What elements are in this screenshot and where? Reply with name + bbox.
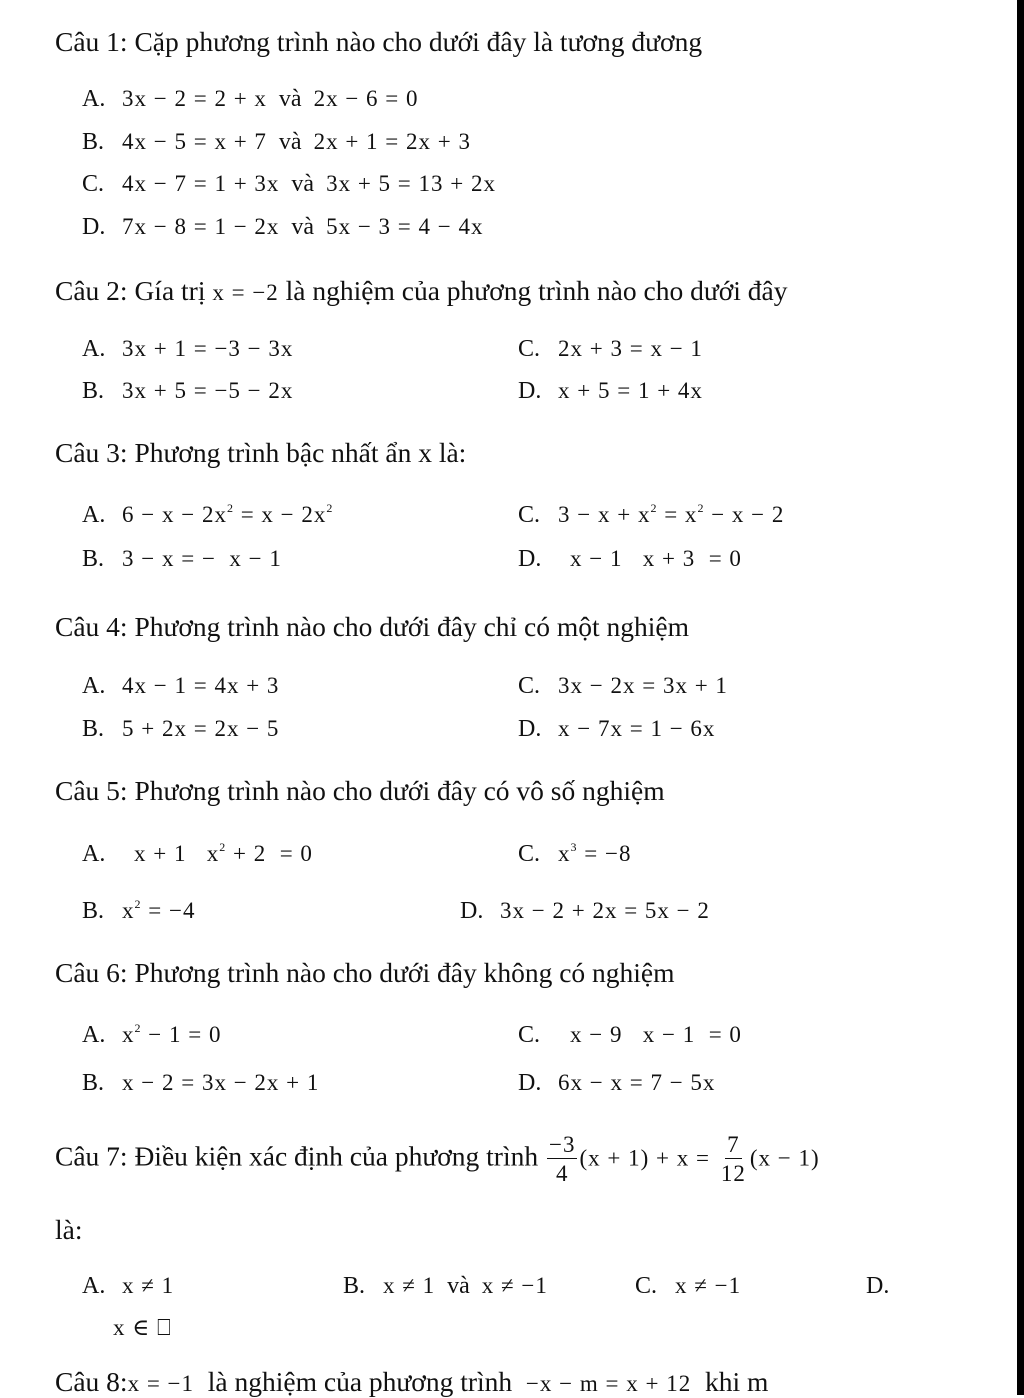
option-label: A. (82, 841, 106, 867)
q8-stem (55, 1366, 768, 1398)
q1-option-a[interactable] (82, 86, 419, 113)
q1-option-b[interactable] (82, 129, 471, 156)
equation: 2x + 3 = x − 1 (558, 336, 703, 361)
equation: x + 1 $x^2 + 2 = 0$ (134, 840, 313, 866)
fraction: $\frac{7}{12}$ (720, 1132, 746, 1187)
stem-text: là nghiệm của phương trình (207, 1366, 513, 1397)
option-label: C. (518, 1022, 541, 1048)
option-label: A. (82, 336, 106, 362)
conjunction: và (447, 1273, 470, 1299)
equation: 5x − 3 = 4 − 4x (326, 214, 484, 239)
option-label: C. (82, 171, 105, 197)
option-label: B. (82, 898, 105, 924)
equation: x ≠ −1 (481, 1273, 548, 1298)
option-label: B. (82, 716, 105, 742)
q7-option-d-value (113, 1315, 172, 1342)
q5-option-d[interactable] (460, 898, 710, 925)
stem-math: (x + 1) + x = (579, 1145, 710, 1171)
equation: 7x − 8 = 1 − 2x (122, 214, 280, 239)
q2-option-b[interactable] (82, 378, 293, 405)
stem-math: (x − 1) (749, 1145, 820, 1171)
equation: 2x + 1 = 2x + 3 (313, 129, 471, 154)
equation: 5 + 2x = 2x − 5 (122, 716, 280, 741)
q4-option-d[interactable] (518, 716, 715, 743)
equation: 3x + 5 = −5 − 2x (122, 378, 294, 403)
option-label: C. (518, 336, 541, 362)
q1-option-c[interactable] (82, 171, 496, 198)
q1-option-d[interactable] (82, 214, 484, 241)
conjunction: và (291, 214, 315, 240)
equation: $x^2 - 1 = 0$ (122, 1021, 222, 1047)
equation: 4x − 7 = 1 + 3x (122, 171, 280, 196)
option-label: A. (82, 673, 106, 699)
q2-option-d[interactable] (518, 378, 703, 405)
equation: x − 7x = 1 − 6x (558, 716, 716, 741)
equation: 4x − 5 = x + 7 (122, 129, 267, 154)
equation: 3x − 2x = 3x + 1 (558, 673, 728, 698)
option-label: A. (82, 86, 106, 112)
equation: x − 1 x + 3 = 0 (570, 546, 742, 571)
stem-math: x = −2 (212, 280, 279, 305)
q7-option-d[interactable] (866, 1273, 889, 1300)
stem-text: khi m (704, 1366, 769, 1397)
option-label: C. (635, 1273, 658, 1299)
option-label: B. (82, 129, 105, 155)
q7-option-a[interactable] (82, 1273, 174, 1300)
q3-option-c[interactable] (518, 502, 784, 529)
q7-stem-continuation: là: (55, 1214, 83, 1245)
q2-option-a[interactable] (82, 336, 293, 363)
q6-option-d[interactable] (518, 1070, 715, 1097)
option-label: D. (518, 546, 542, 572)
stem-math: x = −1 (127, 1371, 195, 1396)
q5-option-c[interactable] (518, 841, 631, 868)
equation: x ∈ ⎕ (113, 1315, 172, 1340)
q4-option-a[interactable] (82, 673, 279, 700)
option-label: D. (866, 1273, 890, 1299)
equation: x ≠ 1 (122, 1273, 175, 1298)
option-label: A. (82, 502, 106, 528)
equation: $x^3 = -8$ (558, 840, 632, 866)
stem-text: là nghiệm của phương trình nào cho dưới đây (285, 275, 788, 306)
q5-option-b[interactable] (82, 898, 195, 925)
equation: 3x − 2 = 2 + x (122, 86, 267, 111)
option-label: B. (82, 546, 105, 572)
equation: $x^2 = -4$ (122, 897, 196, 923)
q3-option-d[interactable] (518, 546, 742, 573)
option-label: B. (82, 1070, 105, 1096)
stem-math: −x − m = x + 12 (525, 1371, 692, 1396)
equation: $6 - x - 2x^2 = x - 2x^2$ (122, 501, 334, 527)
equation: 4x − 1 = 4x + 3 (122, 673, 280, 698)
option-label: C. (518, 841, 541, 867)
option-label: A. (82, 1022, 106, 1048)
q2-option-c[interactable] (518, 336, 703, 363)
conjunction: và (278, 129, 302, 155)
q3-stem: Câu 3: Phương trình bậc nhất ẩn x là: (55, 437, 467, 468)
equation: 2x − 6 = 0 (313, 86, 419, 111)
conjunction: và (291, 171, 315, 197)
q6-option-b[interactable] (82, 1070, 319, 1097)
q6-option-c[interactable] (518, 1022, 742, 1049)
q6-option-a[interactable] (82, 1022, 221, 1049)
conjunction: và (278, 86, 302, 112)
q7-option-c[interactable] (635, 1273, 741, 1300)
q3-option-a[interactable] (82, 502, 333, 529)
equation: 3x + 1 = −3 − 3x (122, 336, 294, 361)
option-label: D. (518, 1070, 542, 1096)
q5-stem: Câu 5: Phương trình nào cho dưới đây có vô số nghiệm (55, 775, 665, 806)
equation: x − 2 = 3x − 2x + 1 (122, 1070, 320, 1095)
q3-option-b[interactable] (82, 546, 282, 573)
fraction: $\frac{-3}{4}$ (548, 1132, 576, 1187)
equation: 6x − x = 7 − 5x (558, 1070, 716, 1095)
equation: x + 5 = 1 + 4x (558, 378, 703, 403)
q1-stem: Câu 1: Cặp phương trình nào cho dưới đây là tương đương (55, 26, 703, 57)
page-edge-bar (1017, 0, 1024, 1395)
q4-option-c[interactable] (518, 673, 728, 700)
stem-text: Câu 8: (55, 1366, 128, 1397)
q7-stem (55, 1132, 820, 1187)
equation: x ≠ 1 (383, 1273, 436, 1298)
q7-option-b[interactable] (343, 1273, 548, 1300)
option-label: B. (82, 378, 105, 404)
option-label: C. (518, 673, 541, 699)
equation: 3 − x = − x − 1 (122, 546, 282, 571)
stem-text: Câu 7: Điều kiện xác định của phương trình (55, 1140, 539, 1172)
option-label: D. (518, 378, 542, 404)
option-label: B. (343, 1273, 366, 1299)
q5-option-a[interactable] (82, 841, 313, 868)
equation: 3x − 2 + 2x = 5x − 2 (500, 898, 710, 923)
option-label: A. (82, 1273, 106, 1299)
stem-text: Câu 2: Gía trị (55, 275, 206, 306)
q4-option-b[interactable] (82, 716, 279, 743)
equation: x ≠ −1 (675, 1273, 742, 1298)
equation: x − 9 x − 1 = 0 (570, 1022, 742, 1047)
option-label: D. (82, 214, 106, 240)
equation: 3x + 5 = 13 + 2x (326, 171, 496, 196)
option-label: D. (460, 898, 484, 924)
option-label: C. (518, 502, 541, 528)
option-label: D. (518, 716, 542, 742)
q4-stem: Câu 4: Phương trình nào cho dưới đây chỉ có một nghiệm (55, 611, 690, 642)
q6-stem: Câu 6: Phương trình nào cho dưới đây không có nghiệm (55, 957, 675, 988)
q2-stem (55, 275, 788, 307)
equation: $3 - x + x^2 = x^2 - x - 2$ (558, 501, 785, 527)
